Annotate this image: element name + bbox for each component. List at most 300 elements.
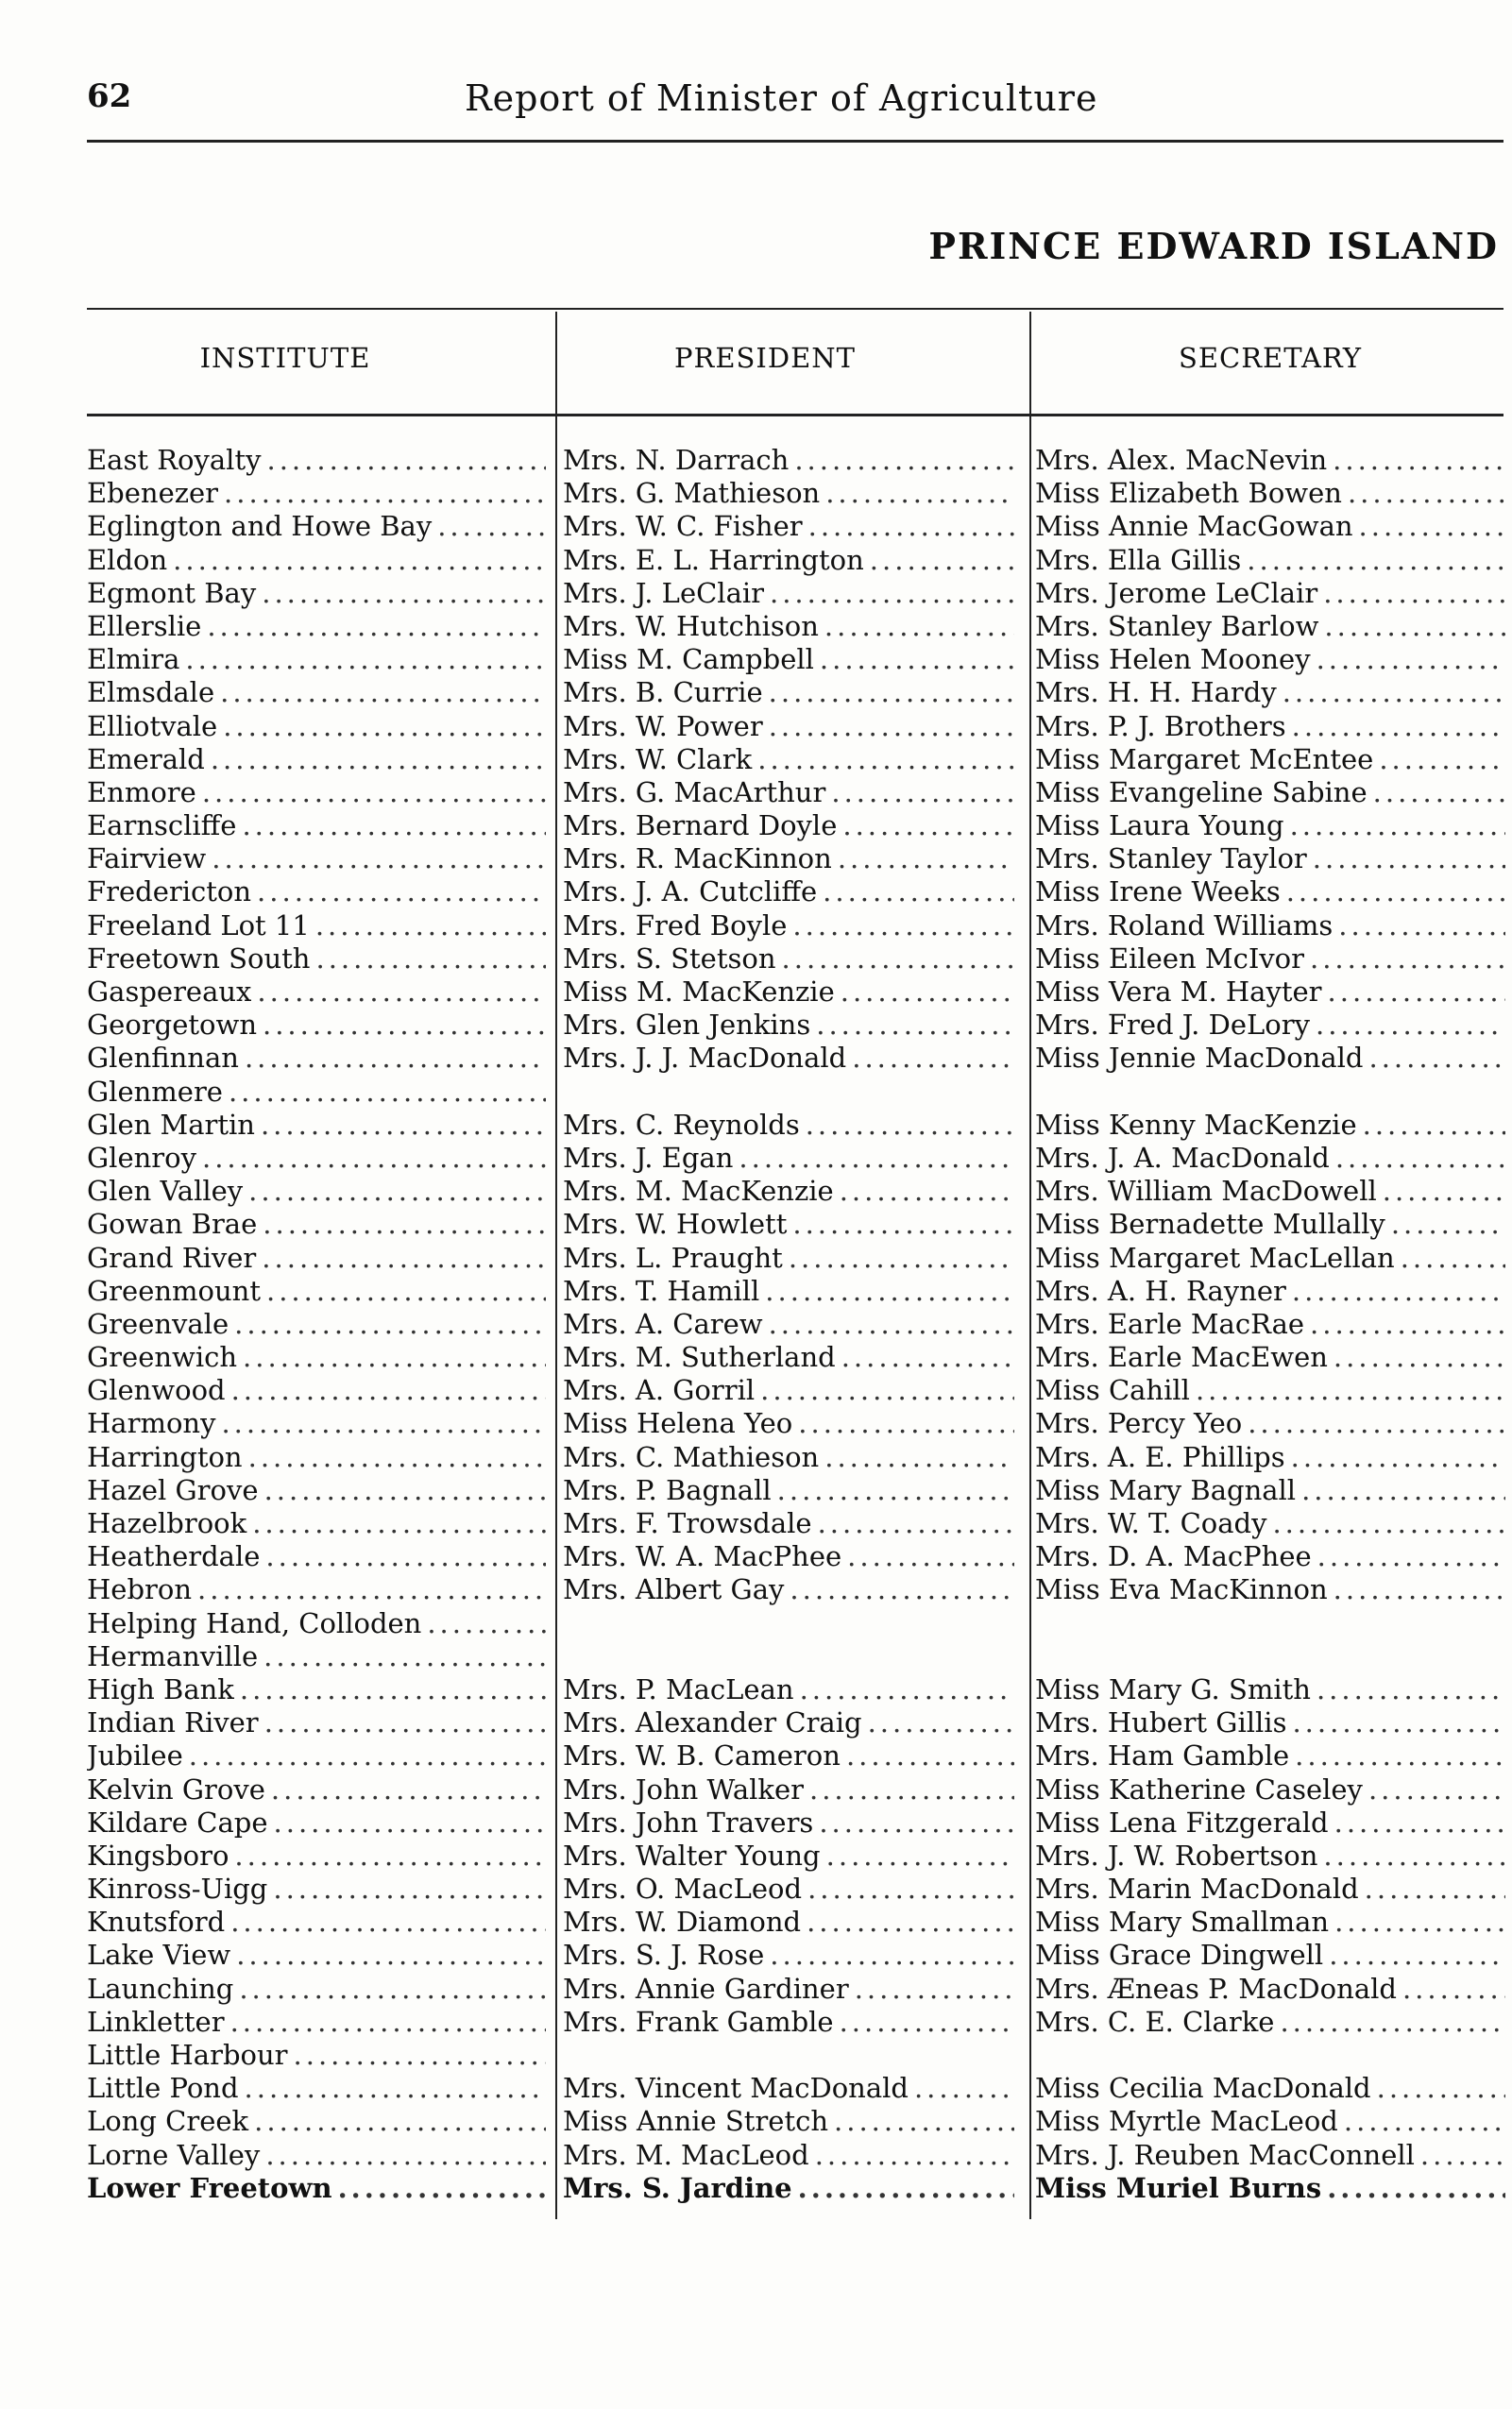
dot-leader [263, 1208, 546, 1241]
table-row [87, 2039, 1505, 2072]
secretary-cell [1035, 1142, 1505, 1175]
dot-leader [239, 1973, 546, 2006]
dot-leader [243, 1341, 546, 1374]
dot-leader [207, 610, 546, 643]
secretary-cell [1035, 1573, 1505, 1606]
president-cell-text: Mrs. Glen Jenkins [563, 1009, 811, 1042]
secretary-cell-text: Mrs. Æneas P. MacDonald [1035, 1972, 1397, 2005]
institute-cell [87, 1275, 546, 1308]
secretary-cell [1035, 544, 1505, 577]
dot-leader [271, 1773, 546, 1807]
dot-leader [1310, 1308, 1505, 1341]
dot-leader [248, 1441, 546, 1474]
table-row [87, 1042, 1505, 1075]
column-header-secretary: SECRETARY [1178, 342, 1363, 374]
dot-leader [739, 1142, 1014, 1175]
institute-cell [87, 1807, 546, 1840]
dot-leader [1334, 1573, 1505, 1606]
institute-cell-text: Little Harbour [87, 2039, 288, 2071]
institute-cell [87, 577, 546, 610]
institute-cell-text: Earnscliffe [87, 809, 237, 842]
dot-leader [231, 1374, 546, 1407]
table-row [87, 1109, 1505, 1142]
table-row [87, 544, 1505, 577]
president-cell-text: Mrs. C. Mathieson [563, 1440, 820, 1473]
institute-cell-text: Gowan Brae [87, 1208, 258, 1241]
secretary-cell [1035, 942, 1505, 975]
secretary-cell [1035, 1673, 1505, 1706]
dot-leader [1286, 875, 1505, 908]
institute-cell-text: Kingsboro [87, 1839, 229, 1872]
dot-leader [230, 2006, 546, 2039]
dot-leader [808, 510, 1014, 543]
dot-leader [792, 1208, 1014, 1241]
president-cell [563, 643, 1014, 676]
dot-leader [769, 710, 1014, 743]
dot-leader [245, 1042, 546, 1075]
secretary-cell [1035, 1507, 1505, 1540]
president-cell-text: Mrs. Walter Young [563, 1839, 821, 1872]
dot-leader [840, 2006, 1014, 2039]
table-row [87, 975, 1505, 1009]
institute-cell [87, 1175, 546, 1208]
president-cell [563, 1042, 1014, 1075]
dot-leader [189, 1739, 546, 1773]
secretary-cell-text: Mrs. Stanley Taylor [1035, 842, 1307, 875]
president-cell [563, 510, 1014, 543]
table-row [87, 909, 1505, 942]
table-row [87, 610, 1505, 643]
dot-leader [1323, 1840, 1505, 1873]
dot-leader [1334, 1906, 1505, 1939]
column-header-president: PRESIDENT [674, 342, 856, 374]
secretary-cell-text: Miss Grace Dingwell [1035, 1939, 1324, 1972]
president-cell-text: Mrs. Albert Gay [563, 1573, 785, 1606]
dot-leader [1280, 2006, 1505, 2039]
secretary-cell [1035, 1407, 1505, 1440]
running-title: Report of Minister of Agriculture [465, 77, 1098, 119]
institute-cell-text: Greenvale [87, 1307, 229, 1340]
secretary-cell-text: Mrs. A. H. Rayner [1035, 1274, 1286, 1307]
secretary-cell-text: Miss Laura Young [1035, 809, 1284, 842]
dot-leader [1401, 1242, 1505, 1275]
dot-leader [794, 444, 1014, 477]
dot-leader [1338, 909, 1505, 942]
institute-cell [87, 1341, 546, 1374]
secretary-cell-text: Mrs. Jerome LeClair [1035, 576, 1318, 609]
president-cell-text: Mrs. P. Bagnall [563, 1473, 772, 1506]
president-cell-text: Mrs. M. Sutherland [563, 1341, 836, 1374]
table-row [87, 510, 1505, 543]
table-row [87, 577, 1505, 610]
dot-leader [1248, 1407, 1505, 1440]
president-cell [563, 2039, 1014, 2072]
secretary-cell-text: Miss Myrtle MacLeod [1035, 2105, 1338, 2138]
secretary-cell [1035, 809, 1505, 842]
secretary-cell-text: Miss Muriel Burns [1035, 2171, 1322, 2204]
president-cell [563, 1441, 1014, 1474]
institute-cell [87, 1540, 546, 1573]
dot-leader [248, 1175, 546, 1208]
secretary-cell [1035, 1474, 1505, 1507]
president-cell-text: Mrs. W. Hutchison [563, 609, 819, 642]
president-cell-text: Mrs. N. Darrach [563, 444, 790, 476]
dot-leader [254, 2105, 546, 2138]
president-cell-text: Mrs. W. Power [563, 709, 763, 742]
table-row [87, 2139, 1505, 2172]
institute-cell-text: Greenmount [87, 1274, 261, 1307]
dot-leader [240, 1673, 546, 1706]
secretary-cell-text: Mrs. Stanley Barlow [1035, 609, 1319, 642]
dot-leader [315, 942, 546, 975]
table-row [87, 1009, 1505, 1042]
dot-leader [229, 1076, 546, 1109]
president-cell-text: Mrs. Alexander Craig [563, 1706, 862, 1739]
institute-cell-text: Kildare Cape [87, 1806, 268, 1839]
dot-leader [842, 809, 1014, 842]
president-cell [563, 477, 1014, 510]
institute-cell-text: Launching [87, 1972, 234, 2005]
institute-cell [87, 875, 546, 908]
dot-leader [846, 1739, 1014, 1773]
president-cell [563, 875, 1014, 908]
secretary-cell-text: Miss Jennie MacDonald [1035, 1042, 1364, 1075]
secretary-cell [1035, 2105, 1505, 2138]
president-cell [563, 1275, 1014, 1308]
dot-leader [765, 1275, 1014, 1308]
secretary-cell-text: Mrs. C. E. Clarke [1035, 2005, 1275, 2038]
president-cell [563, 544, 1014, 577]
president-cell-text: Mrs. John Walker [563, 1773, 804, 1806]
dot-leader [770, 1939, 1014, 1972]
secretary-cell [1035, 1242, 1505, 1275]
institute-cell [87, 676, 546, 709]
secretary-cell [1035, 1175, 1505, 1208]
dot-leader [262, 577, 546, 610]
dot-leader [841, 975, 1014, 1009]
president-cell [563, 1807, 1014, 1840]
table-row [87, 1973, 1505, 2006]
dot-leader [1383, 1175, 1505, 1208]
institute-cell [87, 1840, 546, 1873]
dot-leader [202, 776, 546, 809]
secretary-cell-text: Miss Annie MacGowan [1035, 510, 1353, 543]
dot-leader [315, 909, 546, 942]
dot-leader [806, 1109, 1014, 1142]
dot-leader [1272, 1507, 1505, 1540]
secretary-cell-text: Mrs. Percy Yeo [1035, 1407, 1243, 1440]
dot-leader [798, 1407, 1014, 1440]
dot-leader [1292, 1706, 1505, 1739]
dot-leader [266, 1275, 546, 1308]
institute-cell-text: Glenmere [87, 1075, 223, 1108]
institute-cell-text: Greenwich [87, 1341, 238, 1374]
institute-cell [87, 1507, 546, 1540]
president-cell-text: Mrs. W. B. Cameron [563, 1739, 841, 1773]
table-row [87, 2105, 1505, 2138]
secretary-cell-text: Mrs. William MacDowell [1035, 1175, 1377, 1208]
president-cell-text: Mrs. J. Egan [563, 1141, 734, 1174]
dot-leader [1365, 1873, 1505, 1906]
table-row [87, 444, 1505, 477]
institute-cell-text: Hebron [87, 1573, 193, 1606]
president-cell [563, 1242, 1014, 1275]
dot-leader [1327, 2172, 1505, 2205]
table-row [87, 1706, 1505, 1739]
dot-leader [777, 1474, 1014, 1507]
president-cell [563, 1308, 1014, 1341]
president-cell [563, 1208, 1014, 1241]
institute-cell-text: Glenwood [87, 1374, 226, 1407]
institute-cell [87, 643, 546, 676]
dot-leader [1373, 776, 1505, 809]
institute-cell-text: Emerald [87, 742, 205, 775]
secretary-cell [1035, 1706, 1505, 1739]
dot-leader [834, 2105, 1014, 2138]
president-cell [563, 1009, 1014, 1042]
dot-leader [230, 1906, 546, 1939]
table-row [87, 776, 1505, 809]
secretary-cell [1035, 2172, 1505, 2205]
dot-leader [264, 1474, 546, 1507]
secretary-cell [1035, 2039, 1505, 2072]
dot-leader [245, 2072, 546, 2105]
dot-leader [1363, 1109, 1505, 1142]
dot-leader [1283, 676, 1505, 709]
secretary-cell [1035, 776, 1505, 809]
secretary-cell-text: Miss Mary Bagnall [1035, 1473, 1297, 1506]
table-row [87, 1939, 1505, 1972]
table-row [87, 2006, 1505, 2039]
institute-cell [87, 776, 546, 809]
table-row [87, 1175, 1505, 1208]
column-header-institute: INSTITUTE [199, 342, 371, 374]
dot-leader [820, 643, 1014, 676]
secretary-cell-text: Mrs. A. E. Phillips [1035, 1440, 1285, 1473]
table-row [87, 942, 1505, 975]
institute-cell [87, 1374, 546, 1407]
secretary-cell-text: Mrs. J. Reuben MacConnell [1035, 2138, 1415, 2171]
secretary-cell-text: Miss Katherine Caseley [1035, 1773, 1363, 1806]
dot-leader [211, 743, 546, 776]
dot-leader [824, 610, 1014, 643]
dot-leader [798, 2172, 1014, 2205]
dot-leader [1291, 1441, 1505, 1474]
dot-leader [267, 444, 547, 477]
table-row [87, 1142, 1505, 1175]
dot-leader [1317, 643, 1505, 676]
institute-cell [87, 942, 546, 975]
dot-leader [914, 2072, 1014, 2105]
dot-leader [263, 1009, 546, 1042]
institute-cell [87, 1939, 546, 1972]
institute-cell [87, 1640, 546, 1673]
secretary-cell [1035, 1739, 1505, 1773]
secretary-cell [1035, 1873, 1505, 1906]
institute-cell-text: Long Creek [87, 2105, 249, 2138]
president-cell-text: Mrs. F. Trowsdale [563, 1507, 812, 1539]
president-cell [563, 1939, 1014, 1972]
president-cell-text: Mrs. Bernard Doyle [563, 809, 838, 842]
secretary-cell [1035, 743, 1505, 776]
secretary-cell-text: Mrs. W. T. Coady [1035, 1507, 1267, 1539]
dot-leader [1329, 1939, 1505, 1972]
secretary-cell-text: Miss Eva MacKinnon [1035, 1573, 1328, 1606]
president-cell-text: Miss Helena Yeo [563, 1407, 793, 1440]
institute-cell-text: Little Pond [87, 2072, 239, 2105]
secretary-cell-text: Mrs. J. A. MacDonald [1035, 1141, 1330, 1174]
president-cell [563, 809, 1014, 842]
institute-cell [87, 2006, 546, 2039]
dot-leader [1379, 743, 1505, 776]
dot-leader [173, 544, 546, 577]
institute-cell-text: Jubilee [87, 1739, 183, 1773]
president-cell [563, 1573, 1014, 1606]
dot-leader [264, 1706, 546, 1739]
secretary-cell [1035, 710, 1505, 743]
dot-leader [840, 1175, 1014, 1208]
president-cell-text: Mrs. W. Diamond [563, 1906, 802, 1939]
institute-cell-text: Glenfinnan [87, 1042, 239, 1075]
dot-leader [1348, 477, 1505, 510]
dot-leader [1368, 1773, 1505, 1807]
institute-cell-text: Elmsdale [87, 676, 215, 709]
dot-leader [234, 1840, 546, 1873]
dot-leader [221, 1407, 546, 1440]
president-cell [563, 1109, 1014, 1142]
secretary-cell [1035, 1308, 1505, 1341]
institute-cell-text: Ellerslie [87, 609, 202, 642]
secretary-cell-text: Miss Cahill [1035, 1374, 1190, 1407]
dot-leader [224, 477, 546, 510]
secretary-cell-text: Mrs. Hubert Gillis [1035, 1706, 1287, 1739]
dot-leader [1377, 2072, 1505, 2105]
table-row [87, 1341, 1505, 1374]
institute-cell [87, 1009, 546, 1042]
dot-leader [1247, 544, 1505, 577]
president-cell-text: Mrs. Fred Boyle [563, 908, 788, 942]
president-cell [563, 1507, 1014, 1540]
dot-leader [855, 1973, 1014, 2006]
dot-leader [294, 2039, 546, 2072]
president-cell-text: Mrs. G. Mathieson [563, 477, 821, 510]
president-cell-text: Mrs. Frank Gamble [563, 2005, 834, 2038]
dot-leader [273, 1873, 546, 1906]
dot-leader [437, 510, 546, 543]
institute-cell-text: Ebenezer [87, 477, 219, 510]
dot-leader [826, 1840, 1014, 1873]
secretary-cell-text: Miss Margaret MacLellan [1035, 1241, 1395, 1274]
president-cell [563, 2172, 1014, 2205]
secretary-cell-text: Mrs. Marin MacDonald [1035, 1873, 1359, 1906]
dot-leader [815, 2139, 1014, 2172]
secretary-cell [1035, 1109, 1505, 1142]
president-cell-text: Mrs. O. MacLeod [563, 1873, 803, 1906]
institute-cell-text: East Royalty [87, 444, 262, 476]
secretary-cell [1035, 643, 1505, 676]
president-cell-text: Mrs. E. L. Harrington [563, 543, 864, 576]
table-row [87, 1242, 1505, 1275]
secretary-cell [1035, 2072, 1505, 2105]
institute-cell-text: Gaspereaux [87, 975, 252, 1008]
president-cell-text: Mrs. W. Howlett [563, 1208, 788, 1241]
dot-leader [338, 2172, 546, 2205]
dot-leader [1334, 1807, 1505, 1840]
president-cell-text: Mrs. C. Reynolds [563, 1108, 800, 1141]
president-cell [563, 1374, 1014, 1407]
dot-leader [1313, 842, 1505, 875]
dot-leader [847, 1540, 1014, 1573]
dot-leader [262, 1242, 546, 1275]
institute-cell-text: Eldon [87, 543, 168, 576]
secretary-cell [1035, 510, 1505, 543]
table-row [87, 875, 1505, 908]
president-cell [563, 1906, 1014, 1939]
institute-cell-text: Kelvin Grove [87, 1773, 265, 1806]
dot-leader [257, 875, 546, 908]
dot-leader [790, 1573, 1014, 1606]
president-cell-text: Mrs. A. Carew [563, 1307, 763, 1340]
dot-leader [1333, 444, 1505, 477]
institute-cell-text: Elmira [87, 643, 180, 676]
dot-leader [1310, 942, 1505, 975]
president-cell-text: Miss M. MacKenzie [563, 975, 835, 1008]
table-row [87, 1906, 1505, 1939]
secretary-cell-text: Miss Cecilia MacDonald [1035, 2072, 1371, 2105]
president-cell-text: Mrs. R. MacKinnon [563, 842, 832, 875]
institute-cell [87, 510, 546, 543]
institute-cell-text: Freetown South [87, 942, 311, 975]
secretary-cell-text: Mrs. D. A. MacPhee [1035, 1540, 1312, 1573]
secretary-cell [1035, 2139, 1505, 2172]
table-row [87, 2072, 1505, 2105]
president-cell [563, 2139, 1014, 2172]
table-row [87, 477, 1505, 510]
president-cell-text: Mrs. Vincent MacDonald [563, 2072, 909, 2105]
institute-cell [87, 1573, 546, 1606]
institute-cell-text: Hazelbrook [87, 1507, 247, 1539]
institute-cell-text: Harrington [87, 1440, 243, 1473]
president-cell-text: Mrs. L. Praught [563, 1241, 783, 1274]
dot-leader [1323, 577, 1505, 610]
secretary-cell [1035, 1773, 1505, 1807]
table-row [87, 1640, 1505, 1673]
president-cell-text: Mrs. J. A. Cutcliffe [563, 875, 818, 908]
table-row [87, 2172, 1505, 2205]
institute-cell-text: Eglington and Howe Bay [87, 510, 433, 543]
institute-cell-text: Fairview [87, 842, 207, 875]
institute-cell-text: Heatherdale [87, 1540, 261, 1573]
table-row [87, 1275, 1505, 1308]
institute-cell [87, 710, 546, 743]
institute-cell [87, 1142, 546, 1175]
president-cell [563, 1840, 1014, 1873]
dot-leader [197, 1573, 546, 1606]
president-cell [563, 1407, 1014, 1440]
institute-cell-text: Knutsford [87, 1906, 226, 1939]
president-cell-text: Mrs. W. Clark [563, 742, 753, 775]
secretary-cell [1035, 444, 1505, 477]
president-cell [563, 2105, 1014, 2138]
institute-cell [87, 2039, 546, 2072]
table-row [87, 1673, 1505, 1706]
president-cell [563, 1739, 1014, 1773]
institute-cell-text: Lorne Valley [87, 2138, 261, 2171]
secretary-cell [1035, 2006, 1505, 2039]
dot-leader [868, 1706, 1014, 1739]
secretary-cell-text: Mrs. H. H. Hardy [1035, 676, 1277, 709]
secretary-cell [1035, 477, 1505, 510]
